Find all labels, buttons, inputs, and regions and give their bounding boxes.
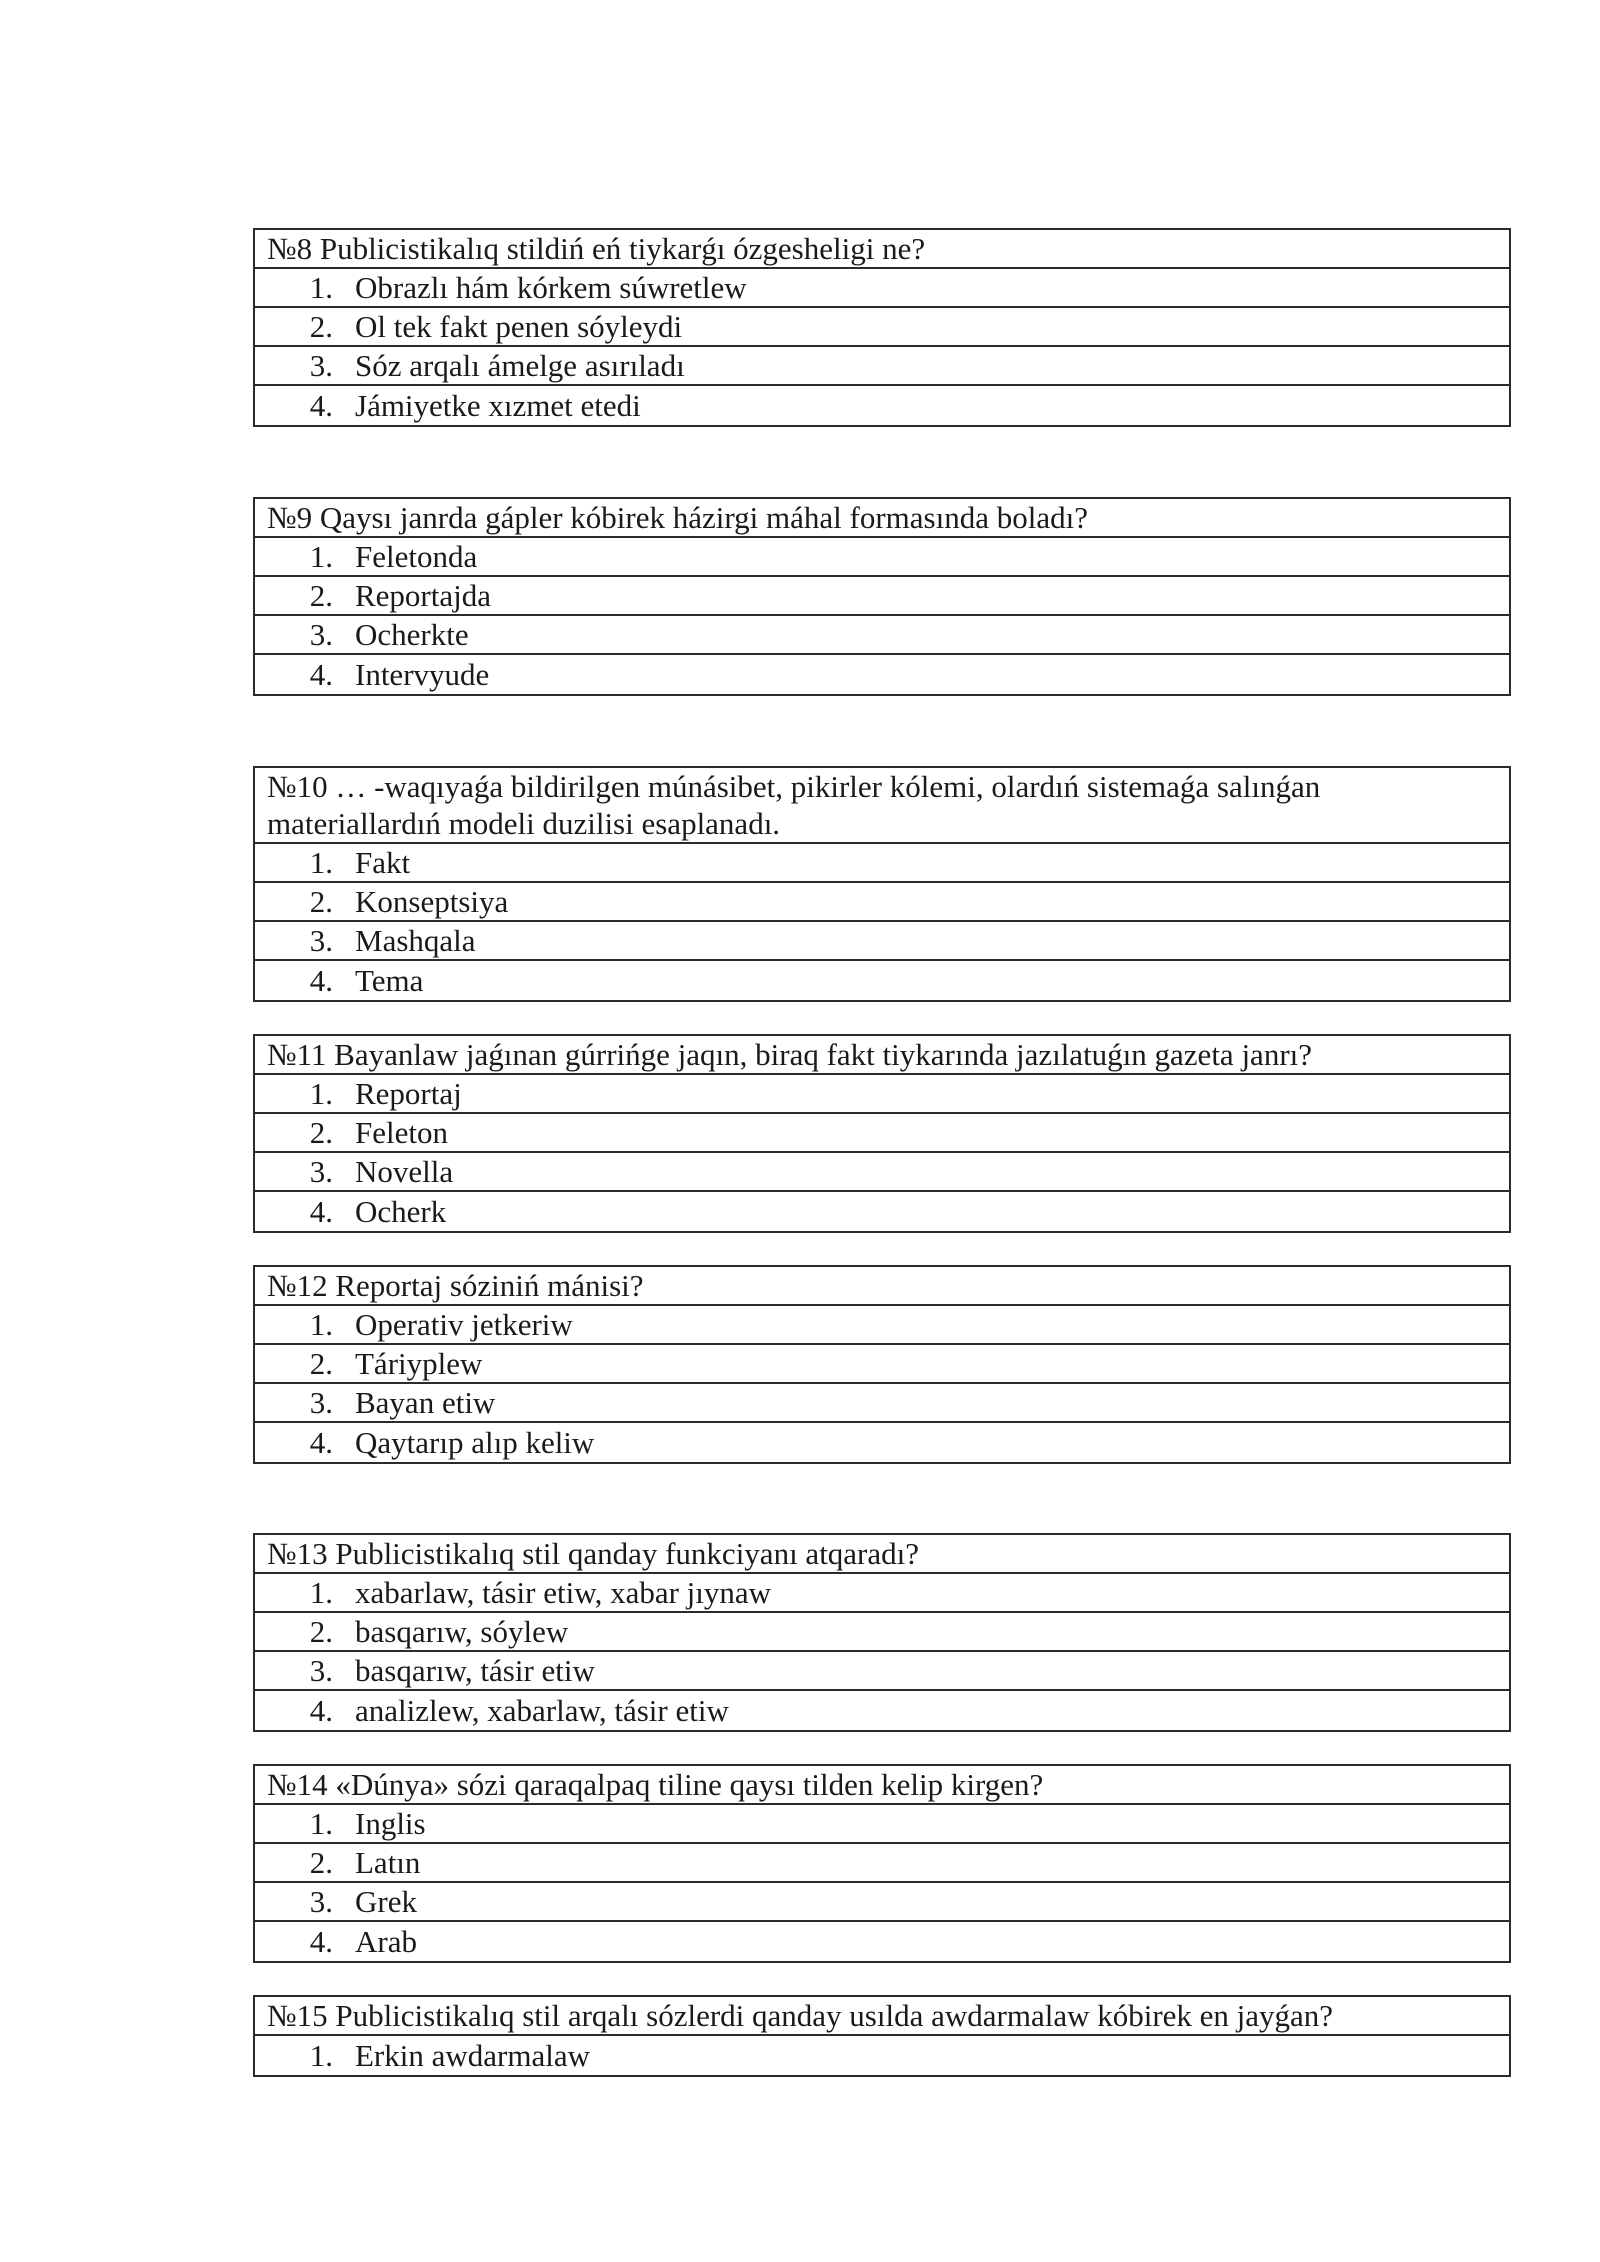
question-text: №12 Reportaj sóziniń mánisi? <box>255 1267 1509 1306</box>
answer-option: 1. Erkin awdarmalaw <box>309 2038 590 2073</box>
answer-option: 1. Operativ jetkeriw <box>255 1306 1509 1345</box>
answer-option: 2. Konseptsiya <box>255 883 1509 922</box>
answer-option: 3. Bayan etiw <box>255 1384 1509 1423</box>
question-text: №8 Publicistikalıq stildiń eń tiykarǵı ózgesheligi ne? <box>255 230 1509 269</box>
question-text: №15 Publicistikalıq stil arqalı sózlerdi qanday usılda awdarmalaw kóbirek en jayǵan? <box>255 1997 1509 2036</box>
question-block-14 <box>253 1764 1511 1963</box>
answer-option: 2. Ol tek fakt penen sóyleydi <box>255 308 1509 347</box>
question-block-8 <box>253 228 1511 427</box>
answer-option: 2. Táriyplew <box>255 1345 1509 1384</box>
answer-option: 4. Jámiyetke xızmet etedi <box>309 388 641 423</box>
answer-option: 1. Feletonda <box>255 538 1509 577</box>
answer-option: 2. Feleton <box>255 1114 1509 1153</box>
answer-option: 1. Inglis <box>255 1805 1509 1844</box>
answer-option: 4. Ocherk <box>309 1194 447 1229</box>
answer-option: 1. xabarlaw, tásir etiw, xabar jıynaw <box>255 1574 1509 1613</box>
question-block-9 <box>253 497 1511 696</box>
question-block-11 <box>253 1034 1511 1233</box>
answer-option: 3. Grek <box>255 1883 1509 1922</box>
answer-option: 3. basqarıw, tásir etiw <box>255 1652 1509 1691</box>
answer-option: 4. Qaytarıp alıp keliw <box>309 1425 595 1460</box>
question-text: №9 Qaysı janrda gápler kóbirek házirgi máhal formasında boladı? <box>255 499 1509 538</box>
question-text: №13 Publicistikalıq stil qanday funkciyanı atqaradı? <box>255 1535 1509 1574</box>
question-block-12 <box>253 1265 1511 1464</box>
answer-option: 2. basqarıw, sóylew <box>255 1613 1509 1652</box>
answer-option: 1. Reportaj <box>255 1075 1509 1114</box>
answer-option: 1. Obrazlı hám kórkem súwretlew <box>255 269 1509 308</box>
answer-option: 4. Tema <box>309 963 424 998</box>
answer-option: 4. Intervyude <box>309 657 490 692</box>
answer-option: 2. Reportajda <box>255 577 1509 616</box>
answer-option: 3. Novella <box>255 1153 1509 1192</box>
answer-option: 4. Arab <box>309 1924 417 1959</box>
answer-option: 1. Fakt <box>255 844 1509 883</box>
question-text: №11 Bayanlaw jaǵınan gúrrińge jaqın, biraq fakt tiykarında jazılatuǵın gazeta janrı? <box>255 1036 1509 1075</box>
question-block-15 <box>253 1995 1511 2077</box>
answer-option: 3. Mashqala <box>255 922 1509 961</box>
question-text: №10 … -waqıyaǵa bildirilgen múnásibet, pikirler kólemi, olardıń sistemaǵa salınǵan materiallardıń modeli duzilisi esaplanadı. <box>255 768 1509 844</box>
answer-option: 2. Latın <box>255 1844 1509 1883</box>
answer-option: 3. Ocherkte <box>255 616 1509 655</box>
answer-option: 3. Sóz arqalı ámelge asırıladı <box>255 347 1509 386</box>
question-block-10 <box>253 766 1511 1002</box>
question-block-13 <box>253 1533 1511 1732</box>
question-text: №14 «Dúnya» sózi qaraqalpaq tiline qaysı tilden kelip kirgen? <box>255 1766 1509 1805</box>
answer-option: 4. analizlew, xabarlaw, tásir etiw <box>309 1693 729 1728</box>
